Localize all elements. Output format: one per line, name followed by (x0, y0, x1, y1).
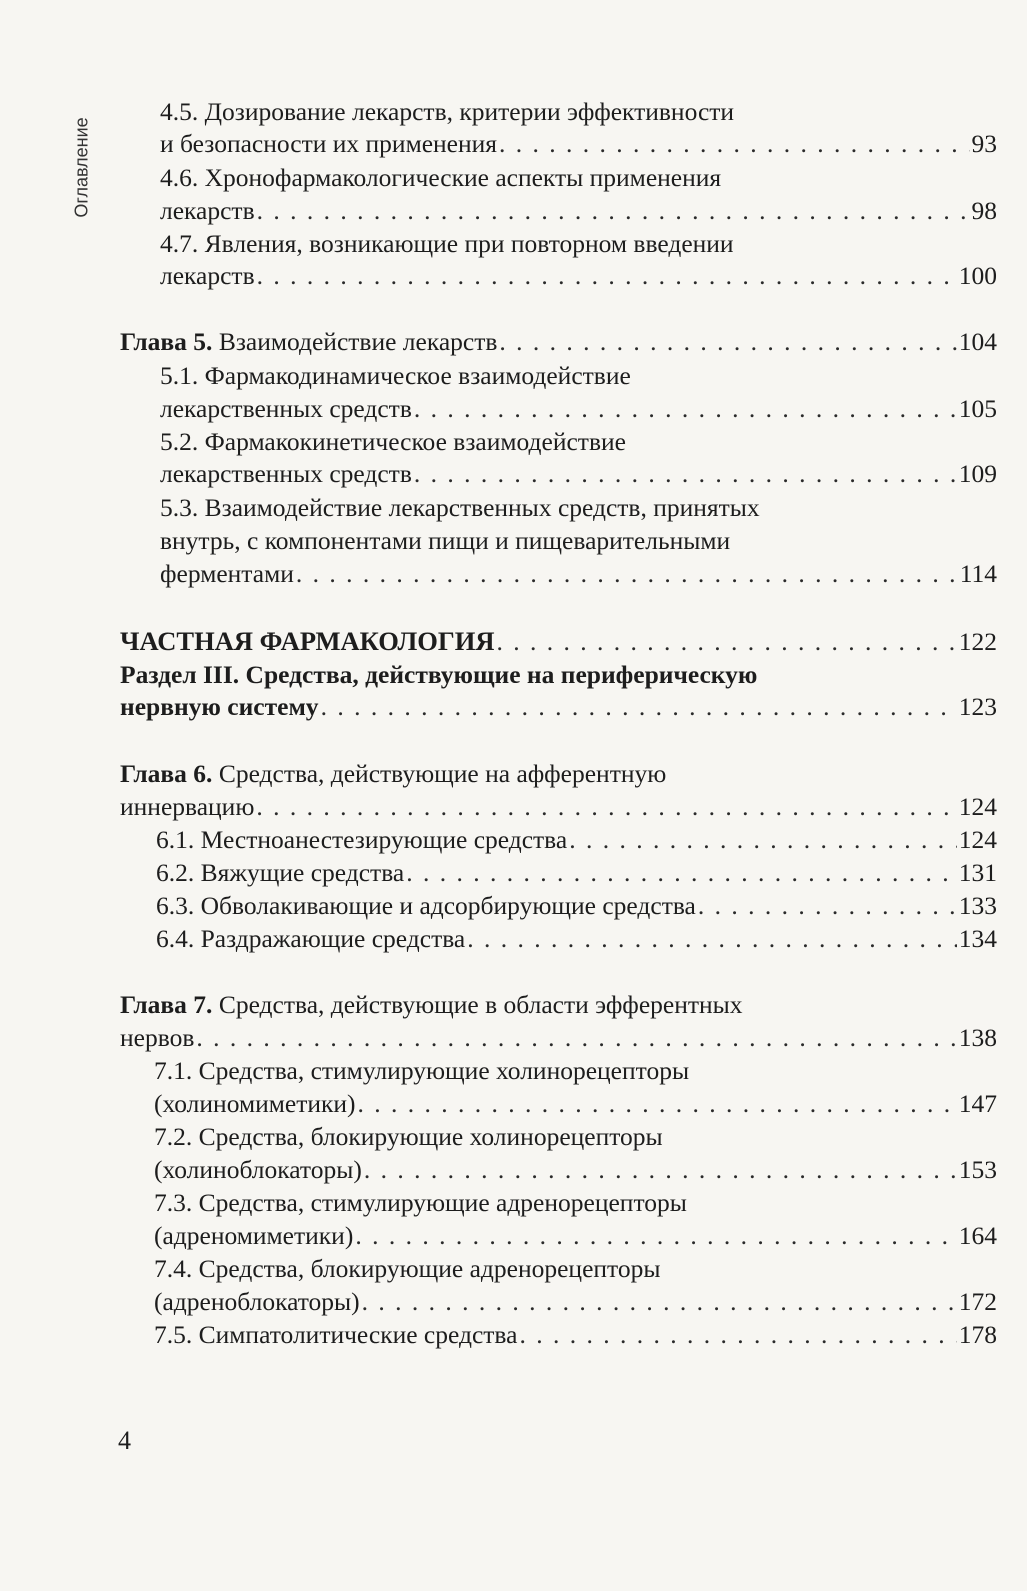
dot-leader (414, 459, 957, 489)
toc-entry-4-5: 4.5. Дозирование лекарств, критерии эффективности (160, 97, 735, 126)
page-ref: 93 (971, 129, 997, 158)
toc-entry-7-1: 7.1. Средства, стимулирующие холинорецепторы (154, 1056, 690, 1085)
toc-entry-5-2: 5.2. Фармакокинетическое взаимодействие (160, 427, 626, 456)
toc-section-3: Раздел III. Средства, действующие на периферическую (120, 660, 758, 689)
dot-leader (257, 261, 957, 291)
page-ref: 147 (958, 1089, 997, 1118)
dot-leader (414, 394, 957, 424)
toc-entry-5-3-end: ферментами . . . 114 (160, 559, 997, 589)
toc-entry-5-3: 5.3. Взаимодействие лекарственных средств, принятых (160, 493, 760, 522)
toc-section-3-cont: нервную систему . . . 123 (120, 692, 997, 722)
toc-chapter-7-cont: нервов . . . 138 (120, 1023, 997, 1053)
page-ref: 164 (958, 1221, 997, 1250)
page-ref: 153 (958, 1155, 997, 1184)
toc-entry-6-4: 6.4. Раздражающие средства . . . 134 (156, 924, 997, 954)
page-ref: 123 (958, 692, 997, 721)
toc-entry-4-7: 4.7. Явления, возникающие при повторном введении (160, 229, 734, 258)
dot-leader (519, 1320, 956, 1350)
toc-entry-7-2-cont: (холиноблокаторы) . . . 153 (154, 1155, 997, 1185)
dot-leader (467, 924, 957, 954)
dot-leader (358, 1089, 957, 1119)
toc-entry-7-4: 7.4. Средства, блокирующие адренорецепторы (154, 1254, 661, 1283)
chapter-label: Глава 5. (120, 327, 213, 356)
toc-entry-7-1-cont: (холиномиметики) . . . 147 (154, 1089, 997, 1119)
dot-leader (406, 858, 957, 888)
dot-leader (569, 825, 957, 855)
page-ref: 105 (958, 394, 997, 423)
page-ref: 172 (958, 1287, 997, 1316)
page-ref: 122 (958, 627, 997, 656)
chapter-title: Средства, действующие на афферентную (212, 759, 667, 788)
running-head-text: Оглавление (71, 116, 92, 218)
dot-leader (362, 1287, 957, 1317)
dot-leader (355, 1221, 956, 1251)
chapter-label: Глава 6. (120, 759, 213, 788)
toc-entry-4-6-cont: лекарств . . . 98 (160, 196, 997, 226)
toc-part-special-pharmacology: ЧАСТНАЯ ФАРМАКОЛОГИЯ . . . 122 (120, 626, 997, 656)
toc-entry-4-5-cont: и безопасности их применения . . . 93 (160, 129, 997, 159)
toc-entry-7-4-cont: (адреноблокаторы) . . . 172 (154, 1287, 997, 1317)
running-head (64, 92, 100, 242)
toc-entry-7-3: 7.3. Средства, стимулирующие адренорецепторы (154, 1188, 687, 1217)
dot-leader (196, 1023, 956, 1053)
dot-leader (364, 1155, 957, 1185)
page-ref: 138 (958, 1023, 997, 1052)
chapter-label: Глава 7. (120, 990, 213, 1019)
toc-entry-7-5: 7.5. Симпатолитические средства . . . 178 (154, 1320, 997, 1350)
toc-entry-6-1: 6.1. Местноанестезирующие средства . . . 124 (156, 825, 997, 855)
toc-entry-6-2: 6.2. Вяжущие средства . . . 131 (156, 858, 997, 888)
dot-leader (496, 627, 956, 657)
dot-leader (499, 327, 956, 357)
toc-entry-4-6: 4.6. Хронофармакологические аспекты применения (160, 163, 722, 192)
toc-entry-5-1: 5.1. Фармакодинамическое взаимодействие (160, 361, 631, 390)
dot-leader (698, 891, 957, 921)
page-ref: 98 (971, 196, 997, 225)
page-ref: 131 (958, 858, 997, 887)
page-ref: 134 (958, 924, 997, 953)
chapter-title: Средства, действующие в области эфферентных (212, 990, 743, 1019)
page-ref: 124 (958, 825, 997, 854)
dot-leader (296, 559, 958, 589)
chapter-title: Взаимодействие лекарств (212, 327, 498, 356)
page-ref: 133 (958, 891, 997, 920)
toc-entry-5-2-cont: лекарственных средств . . . 109 (160, 459, 997, 489)
toc-entry-5-1-cont: лекарственных средств . . . 105 (160, 394, 997, 424)
toc-entry-4-7-cont: лекарств . . . 100 (160, 261, 997, 291)
dot-leader (256, 792, 956, 822)
toc-entry-5-3-cont: внутрь, с компонентами пищи и пищеварительными (160, 526, 731, 555)
page-ref: 178 (958, 1320, 997, 1349)
page-ref: 109 (958, 459, 997, 488)
toc-entry-6-3: 6.3. Обволакивающие и адсорбирующие средства . . . 133 (156, 891, 997, 921)
page-ref: 124 (958, 792, 997, 821)
page-number: 4 (118, 1426, 131, 1455)
toc-entry-7-2: 7.2. Средства, блокирующие холинорецепторы (154, 1122, 663, 1151)
dot-leader (257, 196, 970, 226)
dot-leader (499, 129, 969, 159)
toc-entry-7-3-cont: (адреномиметики) . . . 164 (154, 1221, 997, 1251)
toc-chapter-6-cont: иннервацию . . . 124 (120, 792, 997, 822)
toc-chapter-6 (120, 759, 997, 789)
page-ref: 114 (959, 559, 997, 588)
page-ref: 100 (958, 261, 997, 290)
toc-chapter-7 (120, 990, 997, 1020)
page-ref: 104 (958, 327, 997, 356)
toc-chapter-5 (120, 327, 997, 357)
dot-leader (321, 692, 957, 722)
